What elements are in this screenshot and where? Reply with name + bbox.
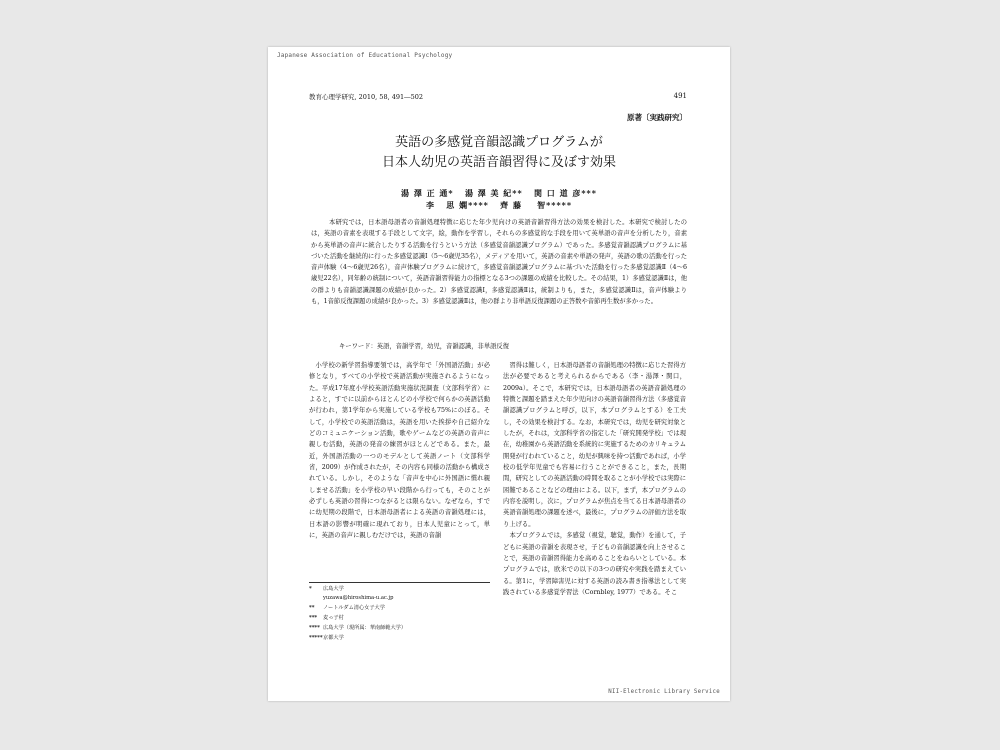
footnote-email: yuzawa@hiroshima-u.ac.jp [323,595,394,601]
footnote-text: 麦っ子村 [323,615,344,621]
title-line-2: 日本人幼児の英語音韻習得に及ぼす効果 [381,155,616,170]
journal-reference: 教育心理学研究, 2010, 58, 491―502 [309,93,424,101]
page-number: 491 [673,92,687,100]
footnote-mark: ** [309,605,315,611]
association-header: Japanese Association of Educational Psychology [277,52,453,59]
footnote-text: 広島大学（現所属：華南師範大学） [323,625,407,631]
footnote-mark: **** [309,625,320,631]
authors-line-2: 李 思 嫻**** 齊 藤 智***** [425,200,573,210]
article-category: 原著〔実践研究〕 [627,113,687,122]
footnote [309,594,494,603]
body-paragraph: 習得は難しく，日本語母語者の音韻処理の特徴に応じた習得方法が必要であると考えられるからである（李・湯澤・関口，2009a）。そこで，本研究では，日本語母語者の英語音韻処理の特徴と課題を踏まえた年少児向けの英語音韻習得方法（多感覚音韻認識プログラムと呼び，以下，本プログラムとする）を工夫し，その効果を検討する。なお，本研究では，幼児を研究対象としたが，それは，文部科学省の指定した「研究開発学校」では現在，幼稚園から英語活動を系統的に実施するためのカリキュラム開発が行われていること，幼児が興味を持つ活動であれば，小学校の低学年児童でも容易に行うことができること，また，長期間，研究としての英語活動の時間を取ることが小学校では実際に困難であることなどの理由による。以下，まず，本プログラムの内容を説明し，次に，プログラムが焦点を当てる日本語母語者の英語音韻処理の課題を述べ，最後に，プログラムの評価方法を取り上げる。 [503,362,686,528]
title-line-1: 英語の多感覚音韻認識プログラムが [395,135,603,150]
body-paragraph: 小学校の新学習指導要領では，高学年で「外国語活動」が必修となり，すべての小学校で英語活動が実施されるようになった。平成17年度小学校英語活動実施状況調査（文部科学省）によると，すでに以前からほとんどの小学校で何らかの英語活動が行われ，第1学年から実施している学校も75%にのぼる。そして，小学校での英語活動は，英語を用いた挨拶や自己紹介などのコミュニケーション活動，歌やゲームなどの英語の音声に親しむ活動，英語の発音の練習がほとんどである。また，最近，外国語活動の一つのモデルとして英語ノート（文部科学省，2009）が作成されたが，その内容も同様の活動から構成されている。しかし，そのような「音声を中心に外国語に慣れ親しませる活動」を小学校の早い段階から行っても，そのことが必ずしも英語の習得につながるとは限らない。なぜなら，すでに幼児期の段階で，日本語母語者による英語の音韻処理には，日本語の影響が明確に現れており，日本人児童にとって，単に，英語の音声に親しむだけでは，英語の音韻 [309,362,490,540]
footnote-divider [309,582,490,583]
footnote-text: ノートルダム清心女子大学 [323,605,385,611]
footnote [309,634,494,643]
footnote-mark: *** [309,615,318,621]
keywords: キーワード：英語，音韻学習，幼児，音韻認識，非単語反復 [339,343,510,350]
body-column-right [503,360,686,598]
abstract: 本研究では，日本語母語者の音韻処理特徴に応じた年少児向けの英語音韻習得方法の効果を検討した。本研究で検討したのは，英語の音素を表現する手段として文字，絵，動作を学習し，それらの多感覚的な手段を用いて英単語の音声を分析したり，音素から英単語の音声に統合したりする活動を行うという方法（多感覚音韻認識プログラム）であった。多感覚音韻認識プログラムに基づいた活動を継続的に行った多感覚認識Ⅰ（5～6歳児35名），メディアを用いて，英語の音素や単語の発声，英語の歌の活動を行った音声体験（4～6歳児26名），音声体験プログラムに続けて，多感覚音韻認識プログラムに基づいた活動を行った多感覚認識Ⅱ（4～6歳児22名），同年齢の統制について，英語音韻習得能力の指標となる3つの課題の成績を比較した。その結果，1）多感覚認識Ⅱは，他の群よりも音韻認識課題の成績が良かった。2）多感覚認識Ⅰ，多感覚認識Ⅱは，統制よりも，また，多感覚認識Ⅱは，音声体験よりも，1音節反復課題の成績が良かった。3）多感覚認識Ⅱは，他の群より非単語反復課題の正答数や音節再生数が多かった。 [311,219,688,306]
footnote [309,624,494,633]
footnote-mark: * [309,586,312,592]
paper-page [268,47,730,701]
footnote [309,585,494,594]
footnote-mark: ***** [309,635,323,641]
footnote [309,614,494,623]
nii-footer: NII-Electronic Library Service [608,689,720,695]
authors-line-1: 湯 澤 正 通* 湯 澤 美 紀** 関 口 道 彦*** [401,188,597,198]
footnote-text: 京都大学 [323,635,344,641]
body-column-left [309,360,490,542]
footnote [309,604,494,613]
body-paragraph: 本プログラムでは，多感覚（視覚，聴覚，動作）を通して，子どもに英語の音韻を表現させ，子どもの音韻認識を向上させることで，英語の音韻習得能力を高めることをねらいとしている。本プログラムでは，欧米での以下の3つの研究や実践を踏まえている。第1に，学習障害児に対する英語の読み書き指導法として実践されている多感覚学習法（Cornbley, 1977）である。そこ [503,532,686,596]
footnote-text: 広島大学 [323,586,344,592]
